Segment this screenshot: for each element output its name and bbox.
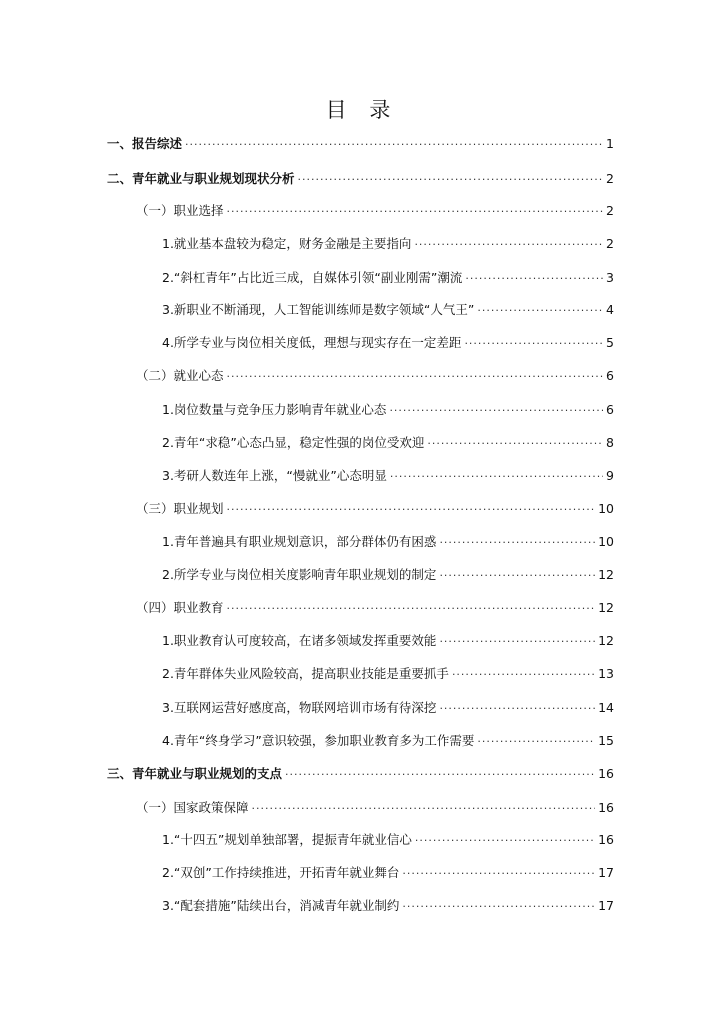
dot-leader (427, 434, 603, 454)
toc-page-number: 4 (606, 302, 614, 317)
dot-leader (439, 566, 595, 586)
toc-entry-label: 3.互联网运营好感度高，物联网培训市场有待深挖 (162, 700, 437, 715)
toc-page-number: 3 (606, 270, 614, 285)
toc-entry-label: 3.新职业不断涌现，人工智能训练师是数字领域“人气王” (162, 302, 475, 317)
toc-entry[interactable] (162, 896, 614, 916)
dot-leader (465, 269, 603, 289)
toc-page-number: 15 (598, 733, 614, 748)
toc-entry-label: 2.“双创”工作持续推进，开拓青年就业舞台 (162, 865, 400, 880)
toc-entry[interactable] (162, 565, 614, 585)
toc-page-number: 16 (598, 832, 614, 847)
toc-entry[interactable] (162, 466, 614, 486)
dot-leader (415, 831, 595, 851)
dot-leader (439, 699, 595, 719)
toc-page-number: 14 (598, 700, 614, 715)
toc-entry-label: （三）职业规划 (136, 501, 224, 516)
dot-leader (439, 533, 595, 553)
toc-page-number: 9 (606, 468, 614, 483)
toc-entry-label: 2.青年群体失业风险较高，提高职业技能是重要抓手 (162, 666, 449, 681)
toc-entry-label: 4.青年“终身学习”意识较强，参加职业教育多为工作需要 (162, 733, 475, 748)
toc-entry-label: 二、青年就业与职业规划现状分析 (107, 171, 295, 186)
toc-title: 目 录 (325, 98, 399, 122)
toc-entry[interactable] (162, 300, 614, 320)
toc-page-number: 13 (598, 666, 614, 681)
dot-leader (285, 765, 595, 785)
toc-entry[interactable] (136, 798, 614, 818)
dot-leader (227, 202, 604, 222)
dot-leader (390, 467, 603, 487)
toc-entry[interactable] (162, 400, 614, 420)
toc-entry[interactable] (107, 764, 614, 784)
toc-entry[interactable] (162, 698, 614, 718)
dot-leader (477, 732, 595, 752)
toc-page-number: 10 (598, 501, 614, 516)
toc-entry[interactable] (162, 664, 614, 684)
toc-page-number: 2 (606, 236, 614, 251)
toc-entry[interactable] (162, 631, 614, 651)
toc-page-number: 16 (598, 800, 614, 815)
toc-entry[interactable] (136, 366, 614, 386)
toc-entry-label: 1.“十四五”规划单独部署，提振青年就业信心 (162, 832, 412, 847)
toc-entry[interactable] (162, 268, 614, 288)
toc-page-number: 6 (606, 368, 614, 383)
toc-entry[interactable] (162, 731, 614, 751)
toc-page-number: 12 (598, 567, 614, 582)
toc-entry[interactable] (162, 863, 614, 883)
dot-leader (477, 301, 603, 321)
dot-leader (227, 500, 596, 520)
dot-leader (402, 864, 595, 884)
toc-entry-label: （一）国家政策保障 (136, 800, 249, 815)
toc-page-number: 5 (606, 335, 614, 350)
toc-entry-label: 一、报告综述 (107, 136, 183, 151)
dot-leader (389, 401, 603, 421)
dot-leader (227, 599, 596, 619)
toc-page-number: 8 (606, 435, 614, 450)
toc-entry[interactable] (107, 134, 614, 154)
toc-entry-label: 3.“配套措施”陆续出台，消减青年就业制约 (162, 898, 400, 913)
toc-entry-label: 4.所学专业与岗位相关度低，理想与现实存在一定差距 (162, 335, 462, 350)
toc-page-number: 12 (598, 633, 614, 648)
dot-leader (298, 170, 604, 190)
toc-entry-label: （四）职业教育 (136, 600, 224, 615)
toc-page-number: 17 (598, 898, 614, 913)
toc-page-number: 16 (598, 766, 614, 781)
dot-leader (452, 665, 595, 685)
toc-entry[interactable] (136, 201, 614, 221)
toc-page-number: 2 (606, 171, 614, 186)
dot-leader (227, 367, 604, 387)
dot-leader (402, 897, 595, 917)
toc-entry[interactable] (162, 333, 614, 353)
toc-entry[interactable] (107, 169, 614, 189)
toc-entry-label: 三、青年就业与职业规划的支点 (107, 766, 283, 781)
toc-page-number: 12 (598, 600, 614, 615)
dot-leader (439, 632, 595, 652)
toc-entry-label: （一）职业选择 (136, 203, 224, 218)
toc-entry-label: 1.职业教育认可度较高，在诸多领域发挥重要效能 (162, 633, 437, 648)
toc-page-number: 1 (606, 136, 614, 151)
toc-entry-label: 3.考研人数连年上涨，“慢就业”心态明显 (162, 468, 387, 483)
toc-entry-label: 1.岗位数量与竞争压力影响青年就业心态 (162, 402, 387, 417)
toc-entry-label: 2.所学专业与岗位相关度影响青年职业规划的制定 (162, 567, 437, 582)
toc-entry-label: 2.青年“求稳”心态凸显，稳定性强的岗位受欢迎 (162, 435, 425, 450)
toc-page-number: 10 (598, 534, 614, 549)
toc-entry[interactable] (162, 234, 614, 254)
toc-page-number: 17 (598, 865, 614, 880)
toc-entry-label: （二）就业心态 (136, 368, 224, 383)
toc-entry[interactable] (162, 532, 614, 552)
toc-entry[interactable] (162, 830, 614, 850)
toc-entry-label: 1.就业基本盘较为稳定，财务金融是主要指向 (162, 236, 412, 251)
dot-leader (414, 235, 603, 255)
toc-entry-label: 1.青年普遍具有职业规划意识，部分群体仍有困惑 (162, 534, 437, 549)
toc-entry[interactable] (136, 598, 614, 618)
toc-page-number: 2 (606, 203, 614, 218)
toc-entry-label: 2.“斜杠青年”占比近三成，自媒体引领“副业刚需”潮流 (162, 270, 463, 285)
toc-entry[interactable] (136, 499, 614, 519)
toc-page-number: 6 (606, 402, 614, 417)
toc-entry[interactable] (162, 433, 614, 453)
dot-leader (252, 799, 596, 819)
dot-leader (185, 135, 603, 155)
dot-leader (464, 334, 603, 354)
